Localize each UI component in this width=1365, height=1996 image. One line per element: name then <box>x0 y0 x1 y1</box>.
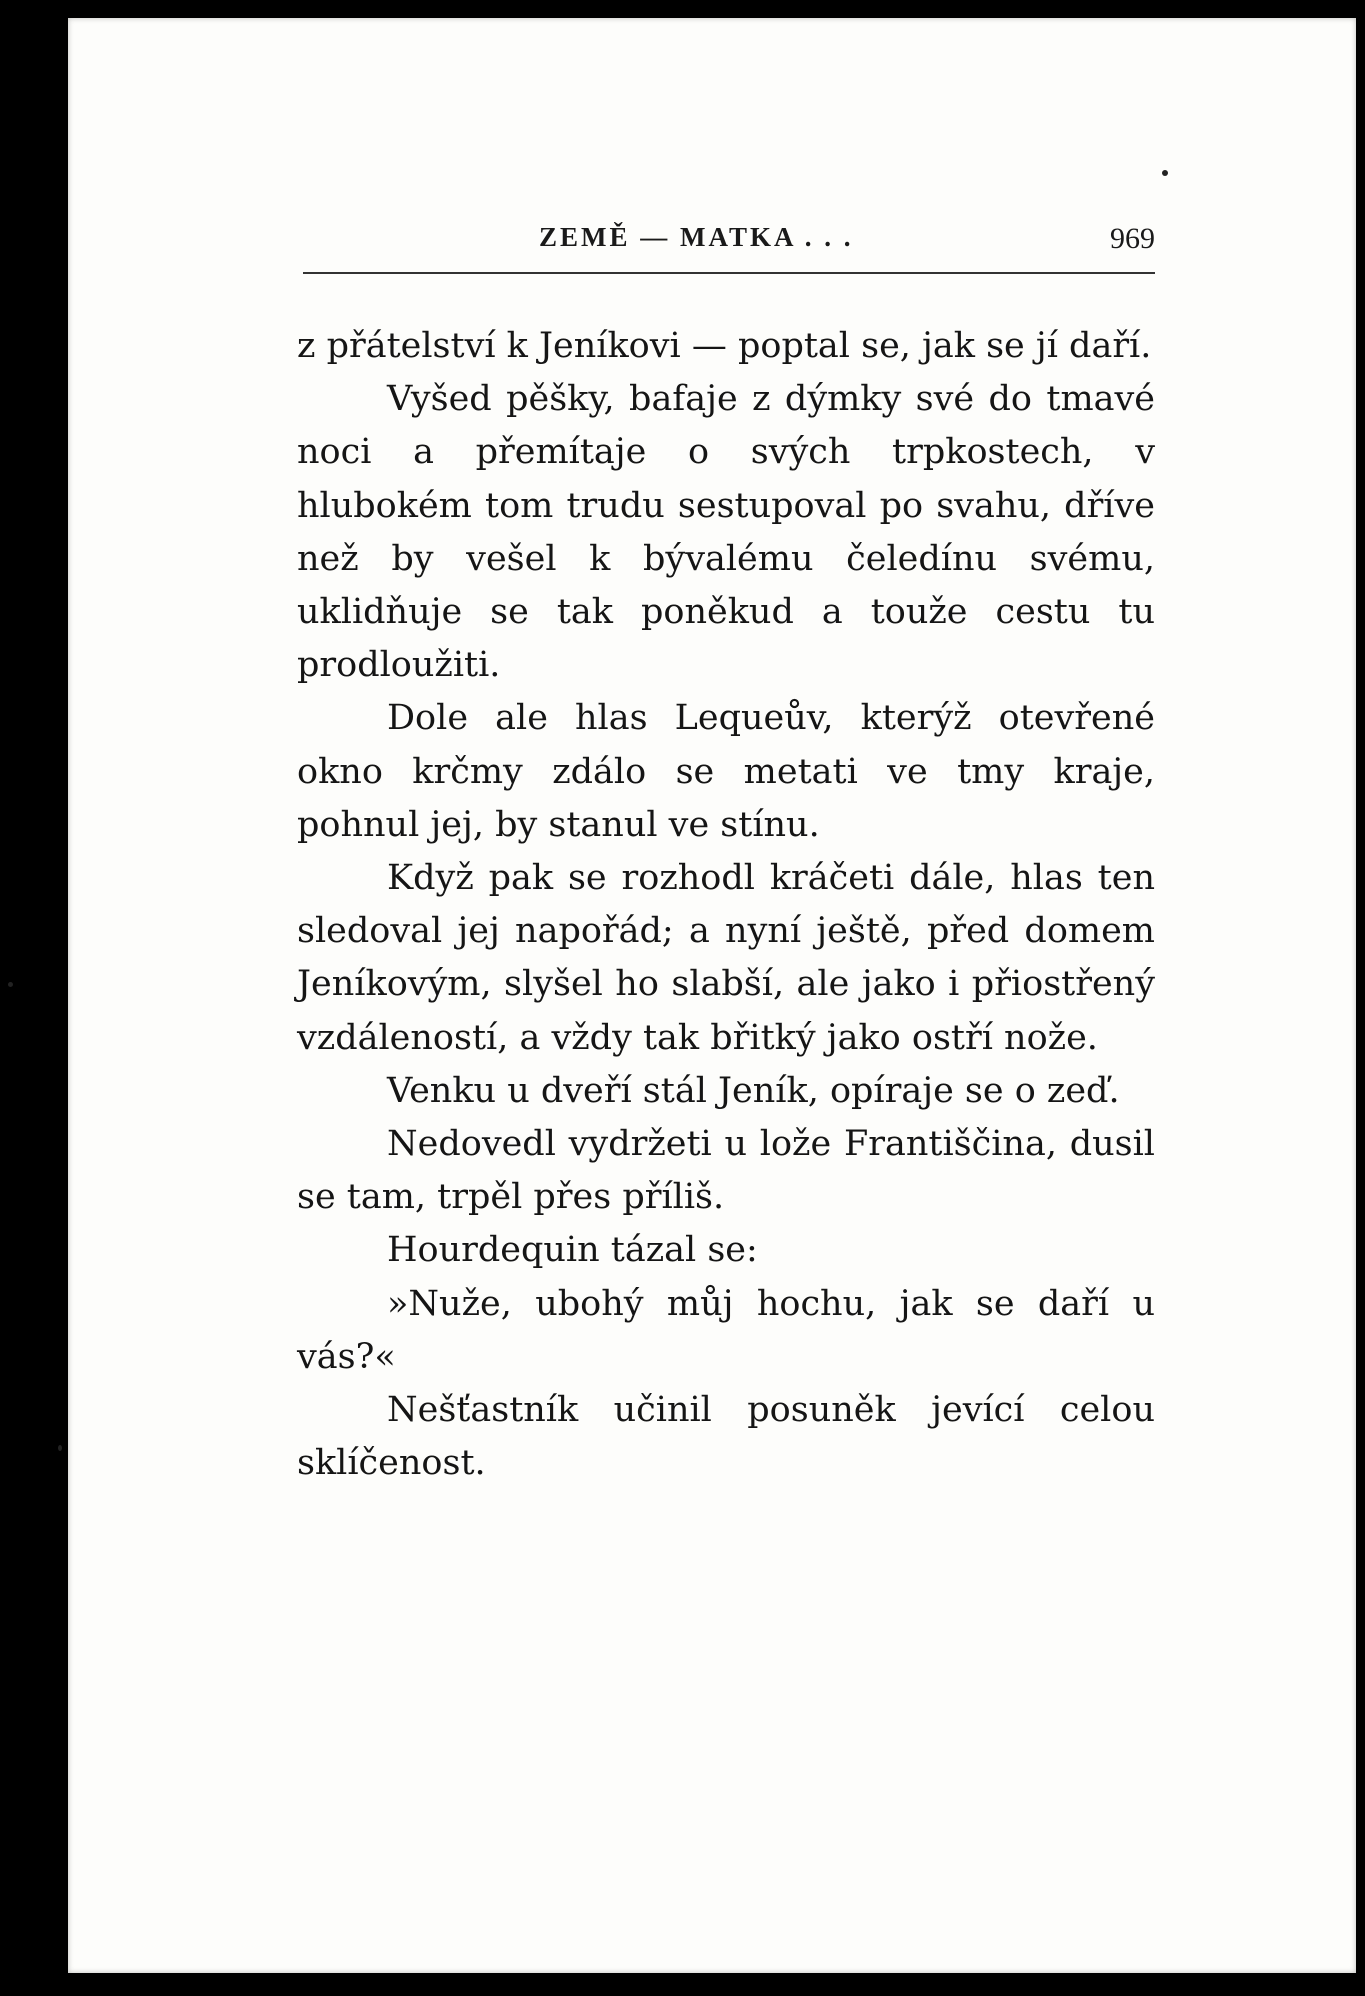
paragraph: Když pak se rozhodl kráčeti dále, hlas ten sledoval jej napořád; a nyní ještě, před domem Jeníkovým, slyšel ho slabší, ale jako i přiostřený vzdáleností, a vždy tak břitký jako ostří nože. <box>297 858 1155 1058</box>
body-text <box>297 320 1155 1490</box>
paragraph: »Nuže, ubohý můj hochu, jak se daří u vás?« <box>297 1283 1155 1377</box>
page-number: 969 <box>1110 222 1155 255</box>
paragraph: Dole ale hlas Lequeův, kterýž otevřené okno krčmy zdálo se metati ve tmy kraje, pohnul jej, by stanul ve stínu. <box>297 698 1155 845</box>
running-head <box>303 222 1155 266</box>
paragraph: Nedovedl vydržeti u lože Františčina, dusil se tam, trpěl přes příliš. <box>297 1124 1155 1218</box>
scan-speck <box>58 1445 62 1451</box>
running-title: ZEMĚ — MATKA . . . <box>539 222 854 252</box>
paragraph: Hourdequin tázal se: <box>387 1230 758 1271</box>
header-rule <box>303 272 1155 274</box>
paragraph: z přátelství k Jeníkovi — poptal se, jak se jí daří. <box>297 326 1152 366</box>
paragraph: Nešťastník učinil posuněk jevící celou sklíčenost. <box>297 1390 1155 1484</box>
scan-speck <box>1162 170 1168 176</box>
paragraph: Vyšed pěšky, bafaje z dýmky své do tmavé noci a přemítaje o svých trpkostech, v hlubokém tom trudu sestupoval po svahu, dříve než by vešel k bývalému čeledínu svému, uklidňuje se tak poněkud a touže cestu tu prodloužiti. <box>297 379 1155 686</box>
scan-speck <box>8 982 13 987</box>
paragraph: Venku u dveří stál Jeník, opíraje se o zeď. <box>387 1070 1120 1111</box>
